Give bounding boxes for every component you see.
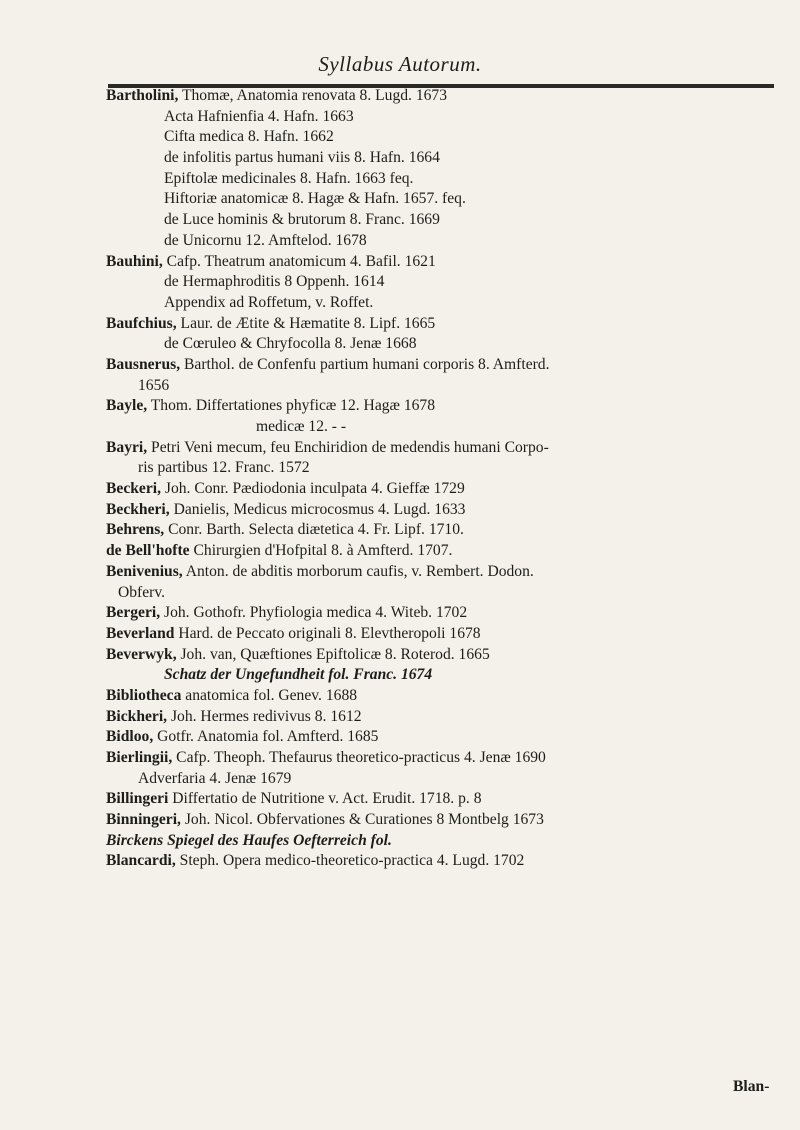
author-name: Bauhini, — [106, 252, 163, 270]
entry-text: Danielis, Medicus microcosmus 4. Lugd. 1633 — [169, 500, 466, 518]
entry-text: Cifta medica 8. Hafn. 1662 — [164, 128, 334, 146]
entry-text: Steph. Opera medico-theoretico-practica 4. Lugd. 1702 — [175, 852, 525, 870]
index-line — [106, 189, 786, 210]
index-line — [106, 272, 786, 293]
index-line — [106, 334, 786, 355]
entry-text: Petri Veni mecum, feu Enchiridion de medendis humani Corpo- — [147, 438, 549, 456]
index-line — [106, 438, 786, 459]
entry-text: de Cœruleo & Chryfocolla 8. Jenæ 1668 — [164, 335, 417, 353]
entry-text: Cafp. Theoph. Thefaurus theoretico-practicus 4. Jenæ 1690 — [172, 749, 546, 766]
index-line — [106, 293, 786, 314]
entry-text: Chirurgien d'Hofpital 8. à Amfterd. 1707. — [189, 542, 453, 560]
author-name: Bidloo, — [106, 728, 154, 746]
author-name: Bausnerus, — [106, 355, 181, 373]
index-line — [106, 210, 786, 231]
index-line — [106, 686, 786, 707]
author-name: Binningeri, — [106, 811, 181, 829]
index-line — [106, 769, 786, 790]
running-header: Syllabus Autorum. — [318, 52, 482, 76]
index-line — [106, 500, 786, 521]
entry-text: de Unicornu 12. Amftelod. 1678 — [164, 231, 367, 249]
author-name: Benivenius, — [106, 562, 183, 580]
entry-text: Acta Hafnienfia 4. Hafn. 1663 — [164, 107, 354, 125]
index-line — [106, 86, 786, 107]
author-name: Bickheri, — [106, 707, 168, 725]
entry-text: Joh. Gothofr. Phyfiologia medica 4. Witeb. 1702 — [160, 604, 468, 622]
index-line — [106, 562, 786, 583]
index-line — [106, 169, 786, 190]
author-name: de Bell'hofte — [106, 542, 190, 560]
index-line — [106, 727, 786, 748]
index-line — [106, 831, 786, 852]
entry-text: de Hermaphroditis 8 Oppenh. 1614 — [164, 273, 385, 291]
author-name: Beverland — [106, 624, 175, 642]
index-line — [106, 396, 786, 417]
index-line — [106, 355, 786, 376]
entry-text: medicæ 12. - - — [256, 418, 347, 435]
index-line — [106, 603, 786, 624]
author-name: Bartholini, — [106, 87, 179, 104]
entry-text: Thomæ, Anatomia renovata 8. Lugd. 1673 — [178, 87, 448, 104]
entry-text: 1656 — [138, 376, 170, 394]
author-name: Beckheri, — [106, 500, 170, 518]
author-name: Billingeri — [106, 790, 169, 808]
index-line — [106, 252, 786, 273]
entry-text: de infolitis partus humani viis 8. Hafn. 1664 — [164, 149, 440, 167]
author-name: Bayri, — [106, 438, 148, 456]
index-line — [106, 417, 786, 438]
author-name: Bergeri, — [106, 604, 161, 622]
index-line — [106, 127, 786, 148]
entry-text: Differtatio de Nutritione v. Act. Erudit. 1718. p. 8 — [168, 790, 482, 808]
index-line — [106, 707, 786, 728]
author-name: Bierlingii, — [106, 749, 173, 766]
index-line — [106, 314, 786, 335]
entry-text: Joh. Hermes redivivus 8. 1612 — [167, 707, 362, 725]
entry-text: Adverfaria 4. Jenæ 1679 — [138, 769, 292, 787]
index-line — [106, 148, 786, 169]
entry-text: anatomica fol. Genev. 1688 — [181, 686, 358, 704]
author-name: Baufchius, — [106, 314, 177, 332]
entry-text: Anton. de abditis morborum caufis, v. Rembert. Dodon. — [182, 562, 534, 580]
entry-text: Appendix ad Roffetum, v. Roffet. — [164, 293, 374, 311]
index-line — [106, 624, 786, 645]
entry-text: Schatz der Ungefundheit fol. Franc. 1674 — [164, 666, 433, 684]
entry-text: Conr. Barth. Selecta diætetica 4. Fr. Lipf. 1710. — [164, 521, 464, 539]
index-line — [106, 458, 786, 479]
entry-text: Thom. Differtationes phyficæ 12. Hagæ 1678 — [147, 397, 436, 415]
author-name: Blancardi, — [106, 852, 176, 870]
entry-text: Cafp. Theatrum anatomicum 4. Bafil. 1621 — [162, 252, 436, 270]
entry-text: Joh. Conr. Pædiodonia inculpata 4. Gieffæ 1729 — [161, 480, 465, 498]
author-name: Birckens — [106, 831, 164, 849]
entry-text: Laur. de Ætite & Hæmatite 8. Lipf. 1665 — [176, 314, 436, 332]
entry-text: Gotfr. Anatomia fol. Amfterd. 1685 — [153, 728, 379, 746]
index-line — [106, 541, 786, 562]
index-line — [106, 583, 786, 604]
index-line — [106, 851, 786, 872]
entry-text: Spiegel des Haufes Oefterreich fol. — [163, 831, 392, 849]
entry-text: Hiftoriæ anatomicæ 8. Hagæ & Hafn. 1657. feq. — [164, 190, 466, 208]
index-line — [106, 107, 786, 128]
index-line — [106, 645, 786, 666]
index-line — [106, 376, 786, 397]
entry-text: de Luce hominis & brutorum 8. Franc. 1669 — [164, 211, 440, 229]
index-line — [106, 479, 786, 500]
author-name: Bibliotheca — [106, 686, 182, 704]
entry-text: Epiftolæ medicinales 8. Hafn. 1663 feq. — [164, 169, 414, 187]
index-line — [106, 520, 786, 541]
entry-text: ris partibus 12. Franc. 1572 — [138, 459, 310, 477]
entry-text: Hard. de Peccato originali 8. Elevtheropoli 1678 — [174, 624, 481, 642]
index-line — [106, 665, 786, 686]
author-index — [106, 86, 786, 872]
entry-text: Obferv. — [118, 583, 166, 601]
index-line — [106, 748, 786, 769]
entry-text: Barthol. de Confenfu partium humani corporis 8. Amfterd. — [180, 355, 550, 373]
index-line — [106, 810, 786, 831]
catchword: Blan- — [733, 1078, 770, 1095]
author-name: Bayle, — [106, 397, 148, 415]
entry-text: Joh. van, Quæftiones Epiftolicæ 8. Roterod. 1665 — [176, 645, 490, 663]
author-name: Beckeri, — [106, 480, 161, 498]
entry-text: Joh. Nicol. Obfervationes & Curationes 8 Montbelg 1673 — [180, 811, 544, 829]
index-line — [106, 789, 786, 810]
author-name: Behrens, — [106, 521, 165, 539]
author-name: Beverwyk, — [106, 645, 177, 663]
index-line — [106, 231, 786, 252]
